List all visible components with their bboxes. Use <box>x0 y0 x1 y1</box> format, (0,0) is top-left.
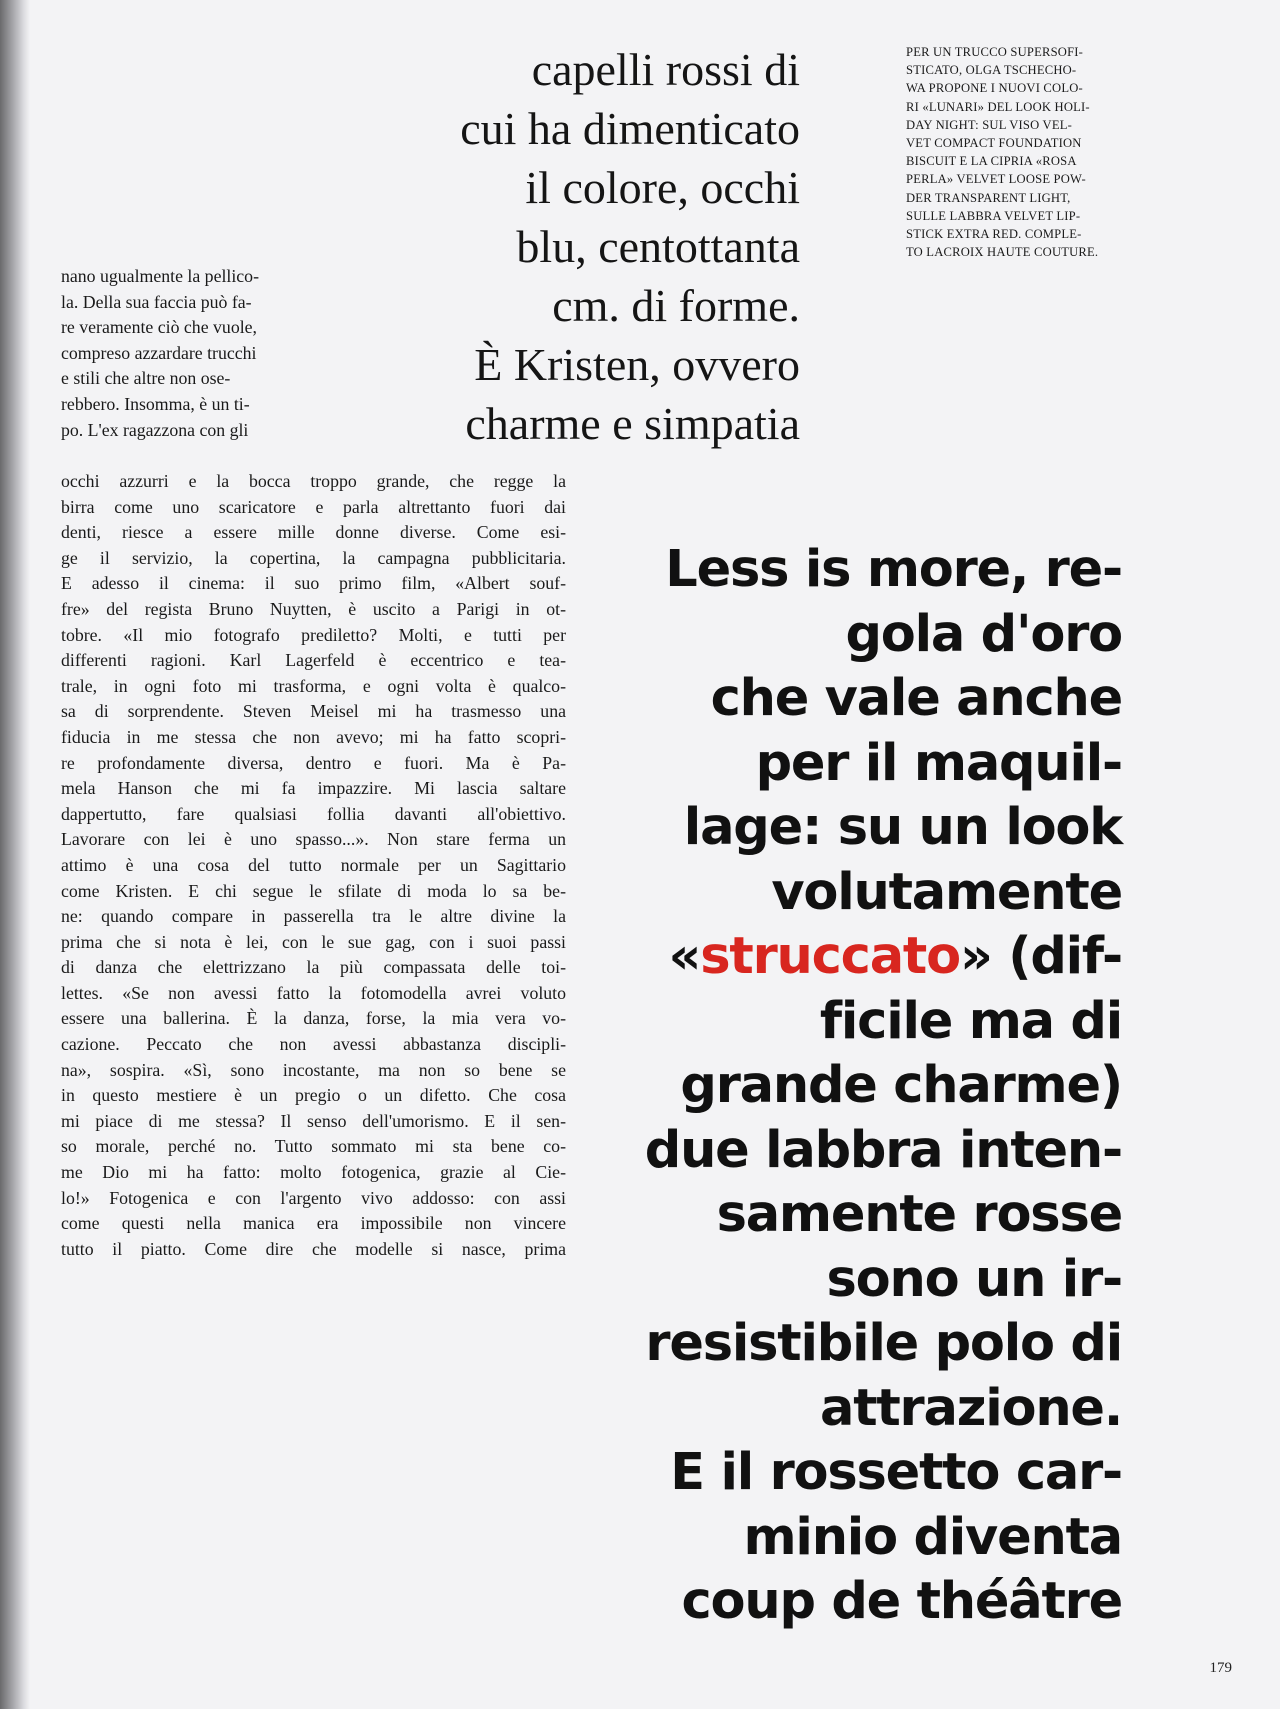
headline-line: E il rossetto car- <box>670 1443 1122 1502</box>
caption-line: VET COMPACT FOUNDATION <box>906 136 1082 151</box>
body-text-narrow-column <box>61 264 259 443</box>
body-text-wide-column <box>61 469 566 1262</box>
headline-line: gola d'oro <box>845 604 1122 664</box>
body-text-line: nano ugualmente la pellico- <box>61 266 259 286</box>
body-text-line: na», sospira. «Sì, sono incostante, ma non so bene se <box>61 1059 566 1080</box>
body-text-line: ne: quando compare in passerella tra le altre divine la <box>61 906 566 927</box>
headline-line: due labbra inten- <box>644 1120 1122 1180</box>
body-text-line: ge il servizio, la copertina, la campagna pubblicitaria. <box>61 547 566 568</box>
page-gutter-shadow <box>0 0 30 1709</box>
body-text-line: lettes. «Se non avessi fatto la fotomodella avrei voluto <box>61 982 566 1003</box>
page-number: 179 <box>1209 1660 1232 1676</box>
body-text-line: attimo è una cosa del tutto normale per un Sagittario <box>61 854 566 875</box>
caption-line: PERLA» VELVET LOOSE POW- <box>906 172 1086 187</box>
headline-lines-after <box>645 990 1122 1635</box>
pull-quote-line: il colore, occhi <box>525 162 800 213</box>
body-text-line: E adesso il cinema: il suo primo film, «Albert souf- <box>61 573 566 594</box>
caption-line: STICK EXTRA RED. COMPLE- <box>906 227 1082 242</box>
headline-line: volutamente <box>771 862 1122 922</box>
body-text-line: rebbero. Insomma, è un ti- <box>61 393 250 414</box>
body-text-line: cazione. Peccato che non avessi abbastanza discipli- <box>61 1034 566 1055</box>
headline-line: per il maquil- <box>755 733 1122 793</box>
body-text-line: Lavorare con lei è uno spasso...». Non stare ferma un <box>61 829 566 850</box>
body-text-line: come questi nella manica era impossibile non vincere <box>61 1213 566 1234</box>
body-text-line: lo!» Fotogenica e con l'argento vivo addosso: con assi <box>61 1187 566 1208</box>
caption-line: RI «LUNARI» DEL LOOK HOLI- <box>906 99 1090 114</box>
pull-quote-line: È Kristen, ovvero <box>474 339 800 390</box>
headline-line: Less is more, re- <box>665 540 1122 599</box>
caption-line: DAY NIGHT: SUL VISO VEL- <box>906 117 1073 132</box>
body-text-line: re profondamente diversa, dentro e fuori. Ma è Pa- <box>61 752 566 773</box>
body-text-line: tobre. «Il mio fotografo prediletto? Molti, e tutti per <box>61 624 566 645</box>
body-text-line: so morale, perché no. Tutto sommato mi sta bene co- <box>61 1136 566 1157</box>
body-text-line: prima che si nota è lei, con le sue gag, con i suoi passi <box>61 931 566 952</box>
body-text-line: compreso azzardare trucchi <box>61 342 257 363</box>
body-text-line: birra come uno scaricatore e parla altrettanto fuori dai <box>61 496 566 517</box>
body-text-line: come Kristen. E chi segue le sfilate di moda lo sa be- <box>61 880 566 901</box>
pull-quote-line: capelli rossi di <box>531 44 800 95</box>
pull-quote <box>460 40 800 453</box>
body-text-line: essere una ballerina. È la danza, forse, la mia vera vo- <box>61 1008 566 1029</box>
caption-line: DER TRANSPARENT LIGHT, <box>906 190 1071 205</box>
caption-line: SULLE LABBRA VELVET LIP- <box>906 208 1081 223</box>
headline-open-quote: « <box>668 927 701 986</box>
caption-line: TO LACROIX HAUTE COUTURE. <box>906 245 1099 260</box>
headline-line: ficile ma di <box>819 991 1122 1051</box>
headline-highlight-line <box>645 925 1122 990</box>
body-text-line: fre» del regista Bruno Nuytten, è uscito a Parigi in ot- <box>61 598 566 619</box>
body-text-line: differenti ragioni. Karl Lagerfeld è eccentrico e tea- <box>61 650 566 671</box>
body-text-line: fiducia in me stessa che non avevo; mi ha fatto scopri- <box>61 726 566 747</box>
caption-line: WA PROPONE I NUOVI COLO- <box>906 81 1083 96</box>
body-text-line: di danza che elettrizzano la più compassata delle toi- <box>61 957 566 978</box>
headline-close-quote: » (dif- <box>959 927 1122 986</box>
body-text-line: dappertutto, fare qualsiasi follia davanti all'obiettivo. <box>61 803 566 824</box>
body-text-line: po. L'ex ragazzona con gli <box>61 419 249 440</box>
body-text-line: trale, in ogni foto mi trasforma, e ogni volta è qualco- <box>61 675 566 696</box>
caption-line: PER UN TRUCCO SUPERSOFI- <box>906 45 1084 59</box>
makeup-caption <box>906 43 1126 261</box>
headline-highlight-word: struccato <box>700 927 960 986</box>
pull-quote-line: cui ha dimenticato <box>460 103 800 154</box>
headline-line: attrazione. <box>819 1378 1122 1438</box>
pull-quote-line: charme e simpatia <box>465 398 800 449</box>
headline-line: grande charme) <box>680 1056 1122 1115</box>
body-text-line: re veramente ciò che vuole, <box>61 317 257 338</box>
body-text-line: denti, riesce a essere mille donne diverse. Come esi- <box>61 522 566 543</box>
headline-line: che vale anche <box>710 669 1122 728</box>
headline-line: lage: su un look <box>683 798 1122 857</box>
headline-line: sono un ir- <box>826 1249 1122 1309</box>
body-text-line: sa di sorprendente. Steven Meisel mi ha trasmesso una <box>61 701 566 722</box>
body-text-line: la. Della sua faccia può fa- <box>61 291 252 312</box>
body-text-line: mela Hanson che mi fa impazzire. Mi lascia saltare <box>61 778 566 799</box>
pull-quote-line: blu, centottanta <box>516 221 800 272</box>
headline-line: samente rosse <box>716 1185 1122 1244</box>
caption-line: STICATO, OLGA TSCHECHO- <box>906 63 1077 78</box>
body-text-line: in questo mestiere è un pregio o un difetto. Che cosa <box>61 1085 566 1106</box>
headline-line: resistibile polo di <box>645 1314 1122 1373</box>
body-text-line: me Dio mi ha fatto: molto fotogenica, grazie al Cie- <box>61 1162 566 1183</box>
headline-lines-before <box>645 538 1122 925</box>
body-text-line: tutto il piatto. Come dire che modelle si nasce, prima <box>61 1238 566 1259</box>
pull-quote-line: cm. di forme. <box>552 280 800 331</box>
body-text-line: e stili che altre non ose- <box>61 368 231 389</box>
headline-line: minio diventa <box>743 1507 1122 1567</box>
headline-line: coup de théâtre <box>681 1572 1122 1631</box>
body-text-line: mi piace di me stessa? Il senso dell'umorismo. E il sen- <box>61 1110 566 1131</box>
body-text-line: occhi azzurri e la bocca troppo grande, che regge la <box>61 471 566 491</box>
caption-line: BISCUIT E LA CIPRIA «ROSA <box>906 154 1077 169</box>
headline-callout <box>645 538 1122 1635</box>
